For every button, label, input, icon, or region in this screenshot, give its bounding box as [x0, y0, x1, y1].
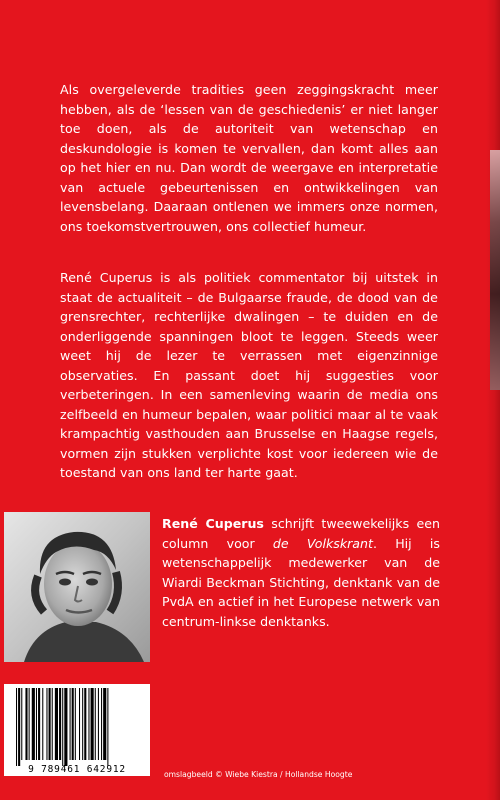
barcode-bar: [46, 688, 47, 760]
portrait-photo-icon: [4, 512, 150, 662]
bio-text-1: schrijft tweewekelijks een column voor: [162, 516, 440, 551]
barcode-bar: [82, 688, 83, 760]
bio-text-2: . Hij is wetenschappelijk medewerker van de Wiardi Beckman Stichting, denktank van de PvdA en actief in het Europese netwerk van centrum-linkse denktanks.: [162, 535, 440, 629]
barcode-bar: [59, 688, 61, 760]
barcode-bar: [72, 688, 74, 760]
barcode-bar: [70, 688, 71, 760]
wraparound-photo-edge: [490, 150, 500, 390]
barcode-bar: [36, 688, 37, 760]
barcode-bar: [75, 688, 76, 760]
author-name: René Cuperus: [162, 516, 264, 531]
barcode-bar: [107, 688, 108, 766]
barcode-bar: [55, 688, 58, 760]
spine-shadow: [486, 0, 500, 800]
barcode-bar: [32, 688, 35, 760]
barcode-bar: [29, 688, 30, 760]
barcode-bar: [62, 688, 63, 766]
barcode-bar: [52, 688, 53, 760]
barcode-bar: [21, 688, 22, 760]
barcode-bar: [49, 688, 51, 760]
author-bio: [162, 514, 440, 631]
author-portrait-photo: [4, 512, 150, 662]
barcode-bar: [95, 688, 96, 760]
barcode-bar: [25, 688, 27, 760]
barcode-bars: [14, 684, 144, 766]
barcode-bar: [42, 688, 43, 760]
blurb-paragraph-1: Als overgeleverde tradities geen zeggingskracht meer hebben, als de ‘lessen van de geschiedenis’ er niet langer toe doen, als de autoriteit van wetenschap en deskundologie is komen te vervallen, dan komt alles aan op het hier en nu. Dan wordt de weergave en interpretatie van actuele gebeurtenissen en ontwikkelingen van levensbelang. Daaraan ontlenen we immers onze normen, ons toekomstvertrouwen, ons collectief humeur.: [60, 82, 438, 234]
barcode-bar: [38, 688, 40, 760]
barcode-bar: [98, 688, 99, 760]
barcode-bar: [103, 688, 106, 760]
isbn-barcode-icon: [4, 684, 150, 776]
barcode-bar: [101, 688, 102, 760]
barcode-bar: [84, 688, 86, 760]
barcode-digits: 9 789461 642912: [28, 764, 126, 775]
photo-credit: omslagbeeld © Wiebe Kiestra / Hollandse Hoogte: [164, 770, 353, 779]
barcode-bar: [64, 688, 67, 766]
barcode-bar: [16, 688, 17, 766]
barcode-bar: [88, 688, 89, 760]
barcode-bar: [18, 688, 20, 766]
barcode-bar: [91, 688, 94, 760]
barcode-bar: [79, 688, 80, 760]
blurb-paragraph-2: René Cuperus is als politiek commentator bij uitstek in staat de actualiteit – de Bulgaarse fraude, de dood van de grensrechter, rechterlijke dwalingen – te duiden en de onderliggende spanningen bloot te leggen. Steeds weer weet hij de lezer te verrassen met eigenzinnige observaties. En passant doet hij suggesties voor verbeteringen. In een samenleving waarin de media ons zelfbeeld en humeur bepalen, waar politici maar al te vaak krampachtig vasthouden aan Brusselse en Haagse regels, vormen zijn stukken verplichte kost voor iedereen wie de toestand van ons land ter harte gaat.: [60, 270, 438, 480]
newspaper-name: de Volkskrant: [272, 535, 373, 551]
